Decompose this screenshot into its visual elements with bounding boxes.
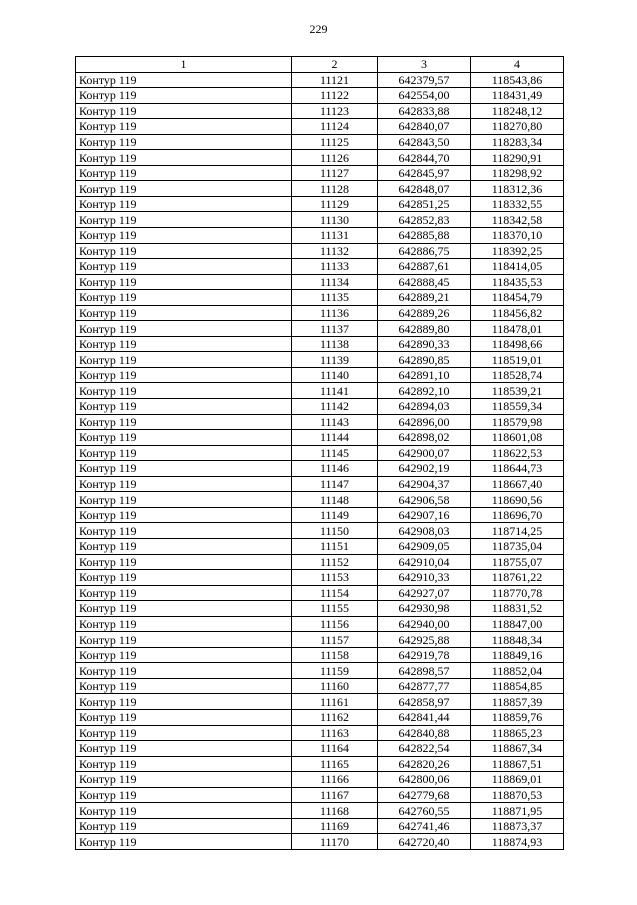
table-row <box>76 492 564 508</box>
contour-name-cell: Контур 119 <box>76 538 292 554</box>
contour-name-cell: Контур 119 <box>76 134 292 150</box>
coordinate-x-cell: 642889,21 <box>378 290 471 306</box>
coordinate-y-cell: 118290,91 <box>471 150 564 166</box>
coordinate-x-cell: 642910,33 <box>378 570 471 586</box>
point-number-cell: 11122 <box>292 88 378 104</box>
table-row <box>76 725 564 741</box>
table-row <box>76 243 564 259</box>
point-number-cell: 11157 <box>292 632 378 648</box>
coordinate-x-cell: 642890,33 <box>378 336 471 352</box>
contour-name-cell: Контур 119 <box>76 243 292 259</box>
coordinate-x-cell: 642940,00 <box>378 616 471 632</box>
point-number-cell: 11168 <box>292 803 378 819</box>
contour-name-cell: Контур 119 <box>76 834 292 850</box>
contour-name-cell: Контур 119 <box>76 632 292 648</box>
coordinate-y-cell: 118755,07 <box>471 554 564 570</box>
coordinate-x-cell: 642848,07 <box>378 181 471 197</box>
point-number-cell: 11133 <box>292 259 378 275</box>
coordinate-x-cell: 642840,07 <box>378 119 471 135</box>
point-number-cell: 11170 <box>292 834 378 850</box>
coordinate-y-cell: 118847,00 <box>471 616 564 632</box>
point-number-cell: 11137 <box>292 321 378 337</box>
table-row <box>76 616 564 632</box>
coordinate-y-cell: 118770,78 <box>471 585 564 601</box>
table-row <box>76 741 564 757</box>
point-number-cell: 11151 <box>292 538 378 554</box>
coordinate-x-cell: 642910,04 <box>378 554 471 570</box>
contour-name-cell: Контур 119 <box>76 725 292 741</box>
contour-name-cell: Контур 119 <box>76 181 292 197</box>
table-row <box>76 787 564 803</box>
contour-name-cell: Контур 119 <box>76 476 292 492</box>
contour-name-cell: Контур 119 <box>76 803 292 819</box>
point-number-cell: 11159 <box>292 663 378 679</box>
coordinates-table <box>75 56 564 850</box>
coordinate-y-cell: 118431,49 <box>471 88 564 104</box>
coordinate-y-cell: 118528,74 <box>471 367 564 383</box>
contour-name-cell: Контур 119 <box>76 694 292 710</box>
coordinate-y-cell: 118870,53 <box>471 787 564 803</box>
contour-name-cell: Контур 119 <box>76 414 292 430</box>
table-row <box>76 119 564 135</box>
coordinate-x-cell: 642858,97 <box>378 694 471 710</box>
coordinate-y-cell: 118852,04 <box>471 663 564 679</box>
point-number-cell: 11162 <box>292 709 378 725</box>
table-row <box>76 461 564 477</box>
point-number-cell: 11128 <box>292 181 378 197</box>
point-number-cell: 11163 <box>292 725 378 741</box>
table-row <box>76 399 564 415</box>
coordinate-x-cell: 642908,03 <box>378 523 471 539</box>
contour-name-cell: Контур 119 <box>76 492 292 508</box>
coordinate-y-cell: 118478,01 <box>471 321 564 337</box>
coordinate-x-cell: 642900,07 <box>378 445 471 461</box>
coordinate-x-cell: 642892,10 <box>378 383 471 399</box>
coordinate-y-cell: 118456,82 <box>471 305 564 321</box>
contour-name-cell: Контур 119 <box>76 741 292 757</box>
coordinate-y-cell: 118867,34 <box>471 741 564 757</box>
coordinate-y-cell: 118342,58 <box>471 212 564 228</box>
coordinate-x-cell: 642896,00 <box>378 414 471 430</box>
coordinate-x-cell: 642779,68 <box>378 787 471 803</box>
contour-name-cell: Контур 119 <box>76 212 292 228</box>
table-row <box>76 694 564 710</box>
table-row <box>76 134 564 150</box>
table-row <box>76 834 564 850</box>
point-number-cell: 11136 <box>292 305 378 321</box>
coordinate-x-cell: 642840,88 <box>378 725 471 741</box>
point-number-cell: 11129 <box>292 196 378 212</box>
contour-name-cell: Контур 119 <box>76 523 292 539</box>
coordinate-y-cell: 118559,34 <box>471 399 564 415</box>
contour-name-cell: Контур 119 <box>76 507 292 523</box>
point-number-cell: 11143 <box>292 414 378 430</box>
coordinate-x-cell: 642887,61 <box>378 259 471 275</box>
table-row <box>76 538 564 554</box>
coordinate-y-cell: 118714,25 <box>471 523 564 539</box>
coordinate-y-cell: 118867,51 <box>471 756 564 772</box>
point-number-cell: 11152 <box>292 554 378 570</box>
table-row <box>76 507 564 523</box>
point-number-cell: 11130 <box>292 212 378 228</box>
point-number-cell: 11160 <box>292 678 378 694</box>
point-number-cell: 11127 <box>292 165 378 181</box>
coordinate-y-cell: 118874,93 <box>471 834 564 850</box>
coordinate-x-cell: 642909,05 <box>378 538 471 554</box>
coordinate-x-cell: 642885,88 <box>378 228 471 244</box>
table-row <box>76 414 564 430</box>
point-number-cell: 11140 <box>292 367 378 383</box>
contour-name-cell: Контур 119 <box>76 336 292 352</box>
coordinate-x-cell: 642833,88 <box>378 103 471 119</box>
coordinate-y-cell: 118270,80 <box>471 119 564 135</box>
contour-name-cell: Контур 119 <box>76 259 292 275</box>
table-row <box>76 554 564 570</box>
table-row <box>76 336 564 352</box>
point-number-cell: 11147 <box>292 476 378 492</box>
coordinate-y-cell: 118696,70 <box>471 507 564 523</box>
table-row <box>76 290 564 306</box>
coordinate-y-cell: 118392,25 <box>471 243 564 259</box>
coordinate-x-cell: 642925,88 <box>378 632 471 648</box>
coordinate-x-cell: 642820,26 <box>378 756 471 772</box>
coordinate-x-cell: 642851,25 <box>378 196 471 212</box>
point-number-cell: 11169 <box>292 818 378 834</box>
coordinate-y-cell: 118857,39 <box>471 694 564 710</box>
coordinate-x-cell: 642822,54 <box>378 741 471 757</box>
coordinate-y-cell: 118831,52 <box>471 601 564 617</box>
table-row <box>76 570 564 586</box>
table-row <box>76 367 564 383</box>
table-row <box>76 103 564 119</box>
contour-name-cell: Контур 119 <box>76 88 292 104</box>
point-number-cell: 11161 <box>292 694 378 710</box>
point-number-cell: 11126 <box>292 150 378 166</box>
contour-name-cell: Контур 119 <box>76 818 292 834</box>
point-number-cell: 11132 <box>292 243 378 259</box>
contour-name-cell: Контур 119 <box>76 709 292 725</box>
coordinate-x-cell: 642898,02 <box>378 430 471 446</box>
contour-name-cell: Контур 119 <box>76 274 292 290</box>
coordinate-y-cell: 118370,10 <box>471 228 564 244</box>
point-number-cell: 11121 <box>292 72 378 88</box>
table-row <box>76 632 564 648</box>
coordinate-y-cell: 118854,85 <box>471 678 564 694</box>
table-row <box>76 585 564 601</box>
page-number: 229 <box>309 22 328 36</box>
table-row <box>76 678 564 694</box>
table-row <box>76 803 564 819</box>
table-row <box>76 165 564 181</box>
table-row <box>76 150 564 166</box>
point-number-cell: 11146 <box>292 461 378 477</box>
point-number-cell: 11145 <box>292 445 378 461</box>
coordinate-y-cell: 118601,08 <box>471 430 564 446</box>
coordinate-y-cell: 118543,86 <box>471 72 564 88</box>
contour-name-cell: Контур 119 <box>76 196 292 212</box>
point-number-cell: 11141 <box>292 383 378 399</box>
point-number-cell: 11142 <box>292 399 378 415</box>
coordinate-x-cell: 642888,45 <box>378 274 471 290</box>
table-body <box>76 72 564 849</box>
coordinate-x-cell: 642890,85 <box>378 352 471 368</box>
coordinate-x-cell: 642877,77 <box>378 678 471 694</box>
coordinate-y-cell: 118849,16 <box>471 647 564 663</box>
coordinate-y-cell: 118498,66 <box>471 336 564 352</box>
table-row <box>76 476 564 492</box>
coordinate-x-cell: 642898,57 <box>378 663 471 679</box>
point-number-cell: 11135 <box>292 290 378 306</box>
point-number-cell: 11167 <box>292 787 378 803</box>
coordinate-y-cell: 118865,23 <box>471 725 564 741</box>
coordinate-x-cell: 642741,46 <box>378 818 471 834</box>
contour-name-cell: Контур 119 <box>76 445 292 461</box>
coordinate-y-cell: 118539,21 <box>471 383 564 399</box>
table-header-row <box>76 57 564 73</box>
coordinate-x-cell: 642906,58 <box>378 492 471 508</box>
coordinate-x-cell: 642554,00 <box>378 88 471 104</box>
coordinate-x-cell: 642904,37 <box>378 476 471 492</box>
coordinate-x-cell: 642843,50 <box>378 134 471 150</box>
contour-name-cell: Контур 119 <box>76 103 292 119</box>
table-row <box>76 663 564 679</box>
contour-name-cell: Контур 119 <box>76 461 292 477</box>
coordinate-y-cell: 118667,40 <box>471 476 564 492</box>
table-row <box>76 352 564 368</box>
point-number-cell: 11149 <box>292 507 378 523</box>
table-row <box>76 321 564 337</box>
contour-name-cell: Контур 119 <box>76 430 292 446</box>
table-row <box>76 181 564 197</box>
point-number-cell: 11153 <box>292 570 378 586</box>
contour-name-cell: Контур 119 <box>76 616 292 632</box>
contour-name-cell: Контур 119 <box>76 72 292 88</box>
contour-name-cell: Контур 119 <box>76 756 292 772</box>
coordinate-x-cell: 642886,75 <box>378 243 471 259</box>
table-row <box>76 196 564 212</box>
coordinate-y-cell: 118312,36 <box>471 181 564 197</box>
coordinate-x-cell: 642927,07 <box>378 585 471 601</box>
coordinate-y-cell: 118761,22 <box>471 570 564 586</box>
point-number-cell: 11166 <box>292 772 378 788</box>
coordinate-y-cell: 118519,01 <box>471 352 564 368</box>
column-header-2: 2 <box>292 57 378 73</box>
coordinate-x-cell: 642919,78 <box>378 647 471 663</box>
point-number-cell: 11158 <box>292 647 378 663</box>
coordinate-y-cell: 118873,37 <box>471 818 564 834</box>
contour-name-cell: Контур 119 <box>76 119 292 135</box>
point-number-cell: 11124 <box>292 119 378 135</box>
point-number-cell: 11131 <box>292 228 378 244</box>
contour-name-cell: Контур 119 <box>76 305 292 321</box>
coordinate-y-cell: 118690,56 <box>471 492 564 508</box>
coordinate-y-cell: 118735,04 <box>471 538 564 554</box>
coordinate-y-cell: 118622,53 <box>471 445 564 461</box>
coordinate-x-cell: 642845,97 <box>378 165 471 181</box>
coordinate-y-cell: 118871,95 <box>471 803 564 819</box>
contour-name-cell: Контур 119 <box>76 570 292 586</box>
coordinate-x-cell: 642889,80 <box>378 321 471 337</box>
contour-name-cell: Контур 119 <box>76 165 292 181</box>
column-header-1: 1 <box>76 57 292 73</box>
coordinate-y-cell: 118869,01 <box>471 772 564 788</box>
table-row <box>76 228 564 244</box>
coordinate-y-cell: 118283,34 <box>471 134 564 150</box>
coordinate-x-cell: 642844,70 <box>378 150 471 166</box>
coordinate-y-cell: 118644,73 <box>471 461 564 477</box>
point-number-cell: 11139 <box>292 352 378 368</box>
contour-name-cell: Контур 119 <box>76 367 292 383</box>
table-row <box>76 212 564 228</box>
table-row <box>76 88 564 104</box>
point-number-cell: 11148 <box>292 492 378 508</box>
coordinate-x-cell: 642720,40 <box>378 834 471 850</box>
coordinate-y-cell: 118435,53 <box>471 274 564 290</box>
table-row <box>76 445 564 461</box>
contour-name-cell: Контур 119 <box>76 399 292 415</box>
table-row <box>76 383 564 399</box>
contour-name-cell: Контур 119 <box>76 787 292 803</box>
table-row <box>76 601 564 617</box>
coordinate-x-cell: 642894,03 <box>378 399 471 415</box>
coordinate-x-cell: 642800,06 <box>378 772 471 788</box>
coordinate-x-cell: 642902,19 <box>378 461 471 477</box>
contour-name-cell: Контур 119 <box>76 601 292 617</box>
contour-name-cell: Контур 119 <box>76 228 292 244</box>
point-number-cell: 11123 <box>292 103 378 119</box>
table-row <box>76 430 564 446</box>
coordinate-x-cell: 642889,26 <box>378 305 471 321</box>
column-header-3: 3 <box>378 57 471 73</box>
table-row <box>76 647 564 663</box>
coordinate-x-cell: 642841,44 <box>378 709 471 725</box>
coordinate-x-cell: 642907,16 <box>378 507 471 523</box>
table-row <box>76 259 564 275</box>
contour-name-cell: Контур 119 <box>76 678 292 694</box>
table-row <box>76 756 564 772</box>
contour-name-cell: Контур 119 <box>76 647 292 663</box>
coordinate-x-cell: 642891,10 <box>378 367 471 383</box>
coordinate-y-cell: 118859,76 <box>471 709 564 725</box>
coordinate-y-cell: 118848,34 <box>471 632 564 648</box>
point-number-cell: 11164 <box>292 741 378 757</box>
column-header-4: 4 <box>471 57 564 73</box>
table-row <box>76 709 564 725</box>
point-number-cell: 11156 <box>292 616 378 632</box>
coordinate-y-cell: 118248,12 <box>471 103 564 119</box>
table-row <box>76 72 564 88</box>
point-number-cell: 11154 <box>292 585 378 601</box>
contour-name-cell: Контур 119 <box>76 150 292 166</box>
table-row <box>76 305 564 321</box>
contour-name-cell: Контур 119 <box>76 663 292 679</box>
point-number-cell: 11144 <box>292 430 378 446</box>
table-row <box>76 274 564 290</box>
point-number-cell: 11125 <box>292 134 378 150</box>
table-row <box>76 772 564 788</box>
coordinate-y-cell: 118414,05 <box>471 259 564 275</box>
coordinate-x-cell: 642852,83 <box>378 212 471 228</box>
coordinate-y-cell: 118454,79 <box>471 290 564 306</box>
coordinate-y-cell: 118332,55 <box>471 196 564 212</box>
point-number-cell: 11150 <box>292 523 378 539</box>
coordinate-y-cell: 118579,98 <box>471 414 564 430</box>
contour-name-cell: Контур 119 <box>76 383 292 399</box>
point-number-cell: 11138 <box>292 336 378 352</box>
point-number-cell: 11165 <box>292 756 378 772</box>
coordinate-x-cell: 642760,55 <box>378 803 471 819</box>
contour-name-cell: Контур 119 <box>76 554 292 570</box>
coordinate-x-cell: 642379,57 <box>378 72 471 88</box>
table-row <box>76 523 564 539</box>
contour-name-cell: Контур 119 <box>76 585 292 601</box>
coordinate-y-cell: 118298,92 <box>471 165 564 181</box>
contour-name-cell: Контур 119 <box>76 290 292 306</box>
coordinate-x-cell: 642930,98 <box>378 601 471 617</box>
contour-name-cell: Контур 119 <box>76 321 292 337</box>
point-number-cell: 11134 <box>292 274 378 290</box>
point-number-cell: 11155 <box>292 601 378 617</box>
contour-name-cell: Контур 119 <box>76 772 292 788</box>
contour-name-cell: Контур 119 <box>76 352 292 368</box>
table-row <box>76 818 564 834</box>
